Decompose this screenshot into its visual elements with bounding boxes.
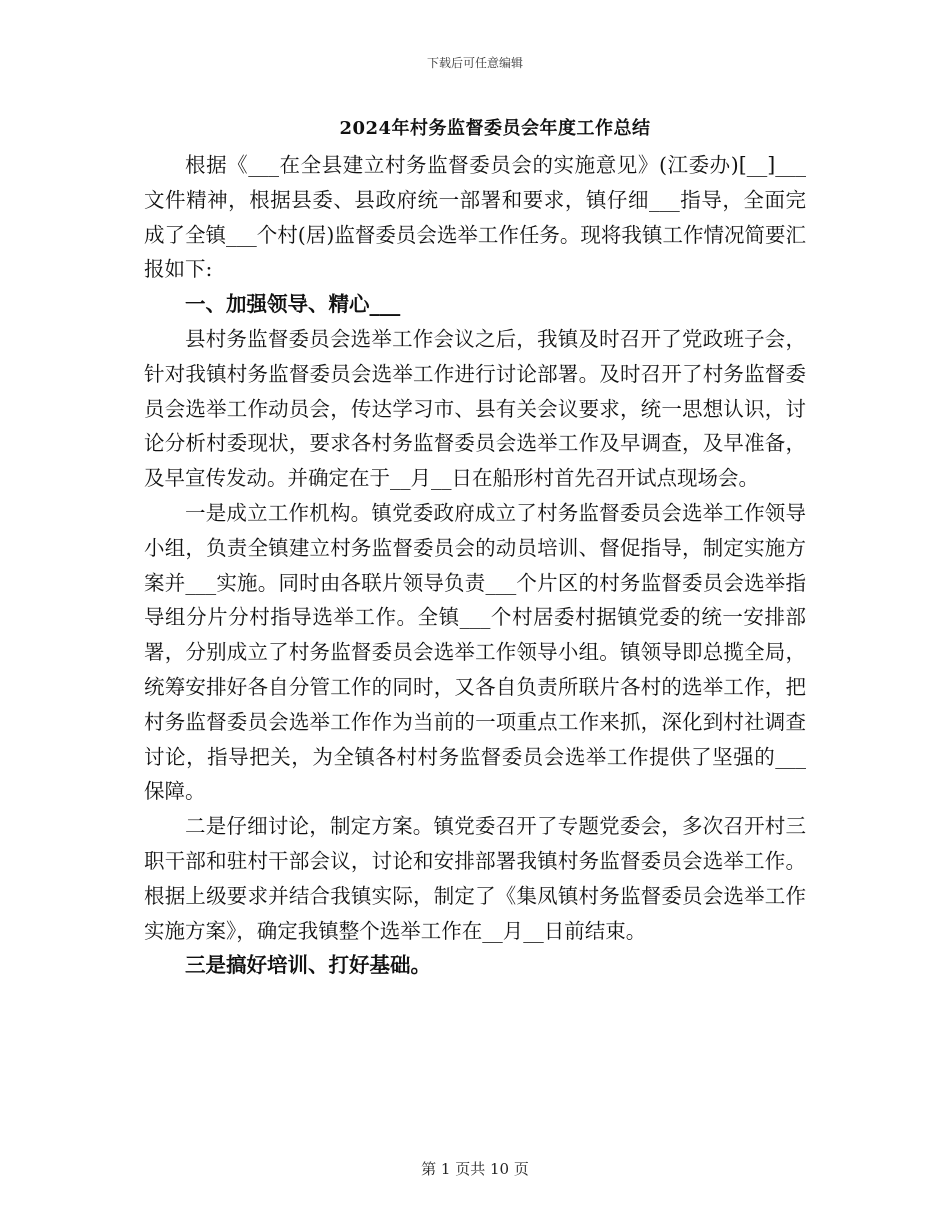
paragraph-section-1: 县村务监督委员会选举工作会议之后，我镇及时召开了党政班子会，针对我镇村务监督委员会选举工作进行讨论部署。及时召开了村务监督委员会选举工作动员会，传达学习市、县有关会议要求，统一思想认识，讨论分析村委现状，要求各村务监督委员会选举工作及早调查，及早准备，及早宣传发动。并确定在于__月__日在船形村首先召开试点现场会。 — [144, 326, 806, 491]
section-heading-1: 一、加强领导、精心___ — [185, 292, 401, 317]
paragraph-point-1: 一是成立工作机构。镇党委政府成立了村务监督委员会选举工作领导小组，负责全镇建立村务监督委员会的动员培训、督促指导，制定实施方案并___实施。同时由各联片领导负责___个片区的村务监督委员会选举指导组分片分村指导选举工作。全镇___个村居委村据镇党委的统一安排部署，分别成立了村务监督委员会选举工作领导小组。镇领导即总揽全局，统筹安排好各自分管工作的同时，又各自负责所联片各村的选举工作，把村务监督委员会选举工作作为当前的一项重点工作来抓，深化到村社调查讨论，指导把关，为全镇各村村务监督委员会选举工作提供了坚强的___保障。 — [144, 500, 806, 804]
document-body — [144, 148, 806, 983]
section-heading-3: 三是搞好培训、打好基础。 — [185, 953, 431, 978]
header-note: 下载后可任意编辑 — [426, 56, 523, 70]
document-title: 2024年村务监督委员会年度工作总结 — [339, 118, 651, 139]
paragraph-intro: 根据《___在全县建立村务监督委员会的实施意见》(江委办)[__]___文件精神，根据县委、县政府统一部署和要求，镇仔细___指导，全面完成了全镇___个村(居)监督委员会选举工作任务。现将我镇工作情况简要汇报如下: — [144, 153, 806, 282]
paragraph-point-2: 二是仔细讨论，制定方案。镇党委召开了专题党委会，多次召开村三职干部和驻村干部会议，讨论和安排部署我镇村务监督委员会选举工作。根据上级要求并结合我镇实际，制定了《集凤镇村务监督委员会选举工作实施方案》，确定我镇整个选举工作在__月__日前结束。 — [144, 814, 806, 943]
page-footer: 第 1 页共 10 页 — [421, 1160, 529, 1178]
